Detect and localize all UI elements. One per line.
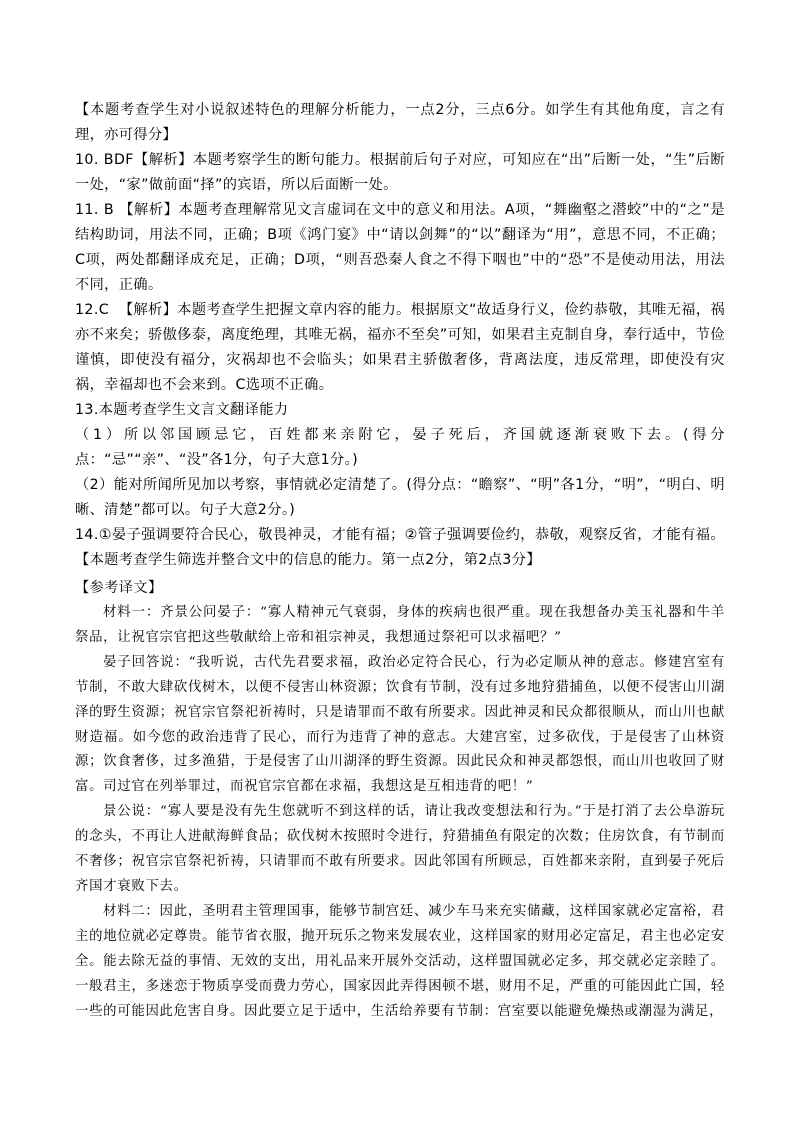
answer-10: 10. BDF【解析】本题考察学生的断句能力。根据前后句子对应，可知应在“出”后断一处，“生”后断一处，“家”做前面“择”的宾语，所以后面断一处。 (75, 152, 725, 193)
translation-yanzi-reply: 晏子回答说：“我听说，古代先君要求福，政治必定符合民心，行为必定顺从神的意志。修建宫室有节制，不敢大肆砍伐树木，以便不侵害山林资源；饮食有节制，没有过多地狩猎捕鱼，以便不侵害山川湖泽的野生资源；祝官宗官祭祀祈祷时，只是请罪而不敢有所要求。因此神灵和民众都很顺从，而山川也献财造福。如今您的政治违背了民心，而行为违背了神的意志。大建宫室，过多砍伐，于是侵害了山林资源；饮食奢侈，过多渔猎，于是侵害了山川湖泽的野生资源。因此民众和神灵都怨恨，而山川也收回了财富。司过官在列举罪过，而祝官宗官都在求福，我想这是互相违背的吧！” (75, 654, 725, 795)
translation-jinggong-reply: 景公说：“寡人要是没有先生您就听不到这样的话，请让我改变想法和行为。”于是打消了去公阜游玩的念头，不再让人进献海鲜食品；砍伐树木按照时令进行，狩猎捕鱼有限定的次数；住房饮食，有节制而不奢侈；祝官宗官祭祀祈祷，只请罪而不敢有所要求。因此邻国有所顾忌，百姓都来亲附，直到晏子死后齐国才衰败下去。 (75, 804, 725, 894)
answer-13-part-1: （1）所以邻国顾忌它，百姓都来亲附它，晏子死后，齐国就逐渐衰败下去。(得分点：“忌”“亲”、“没”各1分，句子大意1分。) (75, 427, 725, 468)
answer-12: 12.C 【解析】本题考查学生把握文章内容的能力。根据原文“故适身行义，俭约恭敬，其唯无福，祸亦不来矣；骄傲侈泰，离度绝理，其唯无祸，福亦不至矣”可知，如果君主克制自身，奉行适中，节俭谨慎，即使没有福分，灾祸却也不会临头；如果君主骄傲奢侈，背离法度，违反常理，即使没有灾祸，幸福却也不会来到。C选项不正确。 (75, 302, 725, 393)
answer-14: 14.①晏子强调要符合民心，敬畏神灵，才能有福；②管子强调要俭约，恭敬，观察反省，才能有福。【本题考查学生筛选并整合文中的信息的能力。第一点2分，第2点3分】 (75, 527, 725, 568)
translation-heading: 【参考译文】 (75, 580, 163, 596)
paragraph-rubric-note: 【本题考查学生对小说叙述特色的理解分析能力，一点2分，三点6分。如学生有其他角度，言之有理，亦可得分】 (75, 102, 725, 143)
answer-13-heading: 13.本题考查学生文言文翻译能力 (75, 402, 289, 418)
answer-11: 11. B 【解析】本题考查理解常见文言虚词在文中的意义和用法。A项，“舞幽壑之潜蛟”中的“之”是结构助词，用法不同，正确；B项《鸿门宴》中“请以剑舞”的“以”翻译为“用”，意思不同，不正确；C项，两处都翻译成充足，正确；D项，“则吾恐秦人食之不得下咽也”中的“恐”不是使动用法，用法不同，正确。 (75, 202, 725, 293)
document-page (75, 98, 725, 1024)
translation-material-2: 材料二：因此，圣明君主管理国事，能够节制宫廷、减少车马来充实储藏，这样国家就必定富裕，君主的地位就必定尊贵。能节省衣服，抛开玩乐之物来发展农业，这样国家的财用必定富足，君主也必定安全。能去除无益的事情、无效的支出，用礼品来开展外交活动，这样盟国就必定多，邦交就必定亲睦了。一般君主，多迷恋于物质享受而费力劳心，国家因此弄得困顿不堪，财用不足，严重的可能因此亡国，轻一些的可能因此危害自身。因此要立足于适中，生活给养要有节制：宫室要以能避免燥热或潮湿为满足， (75, 903, 725, 1019)
translation-material-1: 材料一：齐景公问晏子：“寡人精神元气衰弱，身体的疾病也很严重。现在我想备办美玉礼器和牛羊祭品，让祝官宗官把这些敬献给上帝和祖宗神灵，我想通过祭祀可以求福吧？” (75, 605, 725, 645)
answer-13-part-2: （2）能对所闻所见加以考察，事情就必定清楚了。(得分点：“瞻察”、“明”各1分，“明”，“明白、明晰、清楚”都可以。句子大意2分。) (75, 477, 725, 518)
